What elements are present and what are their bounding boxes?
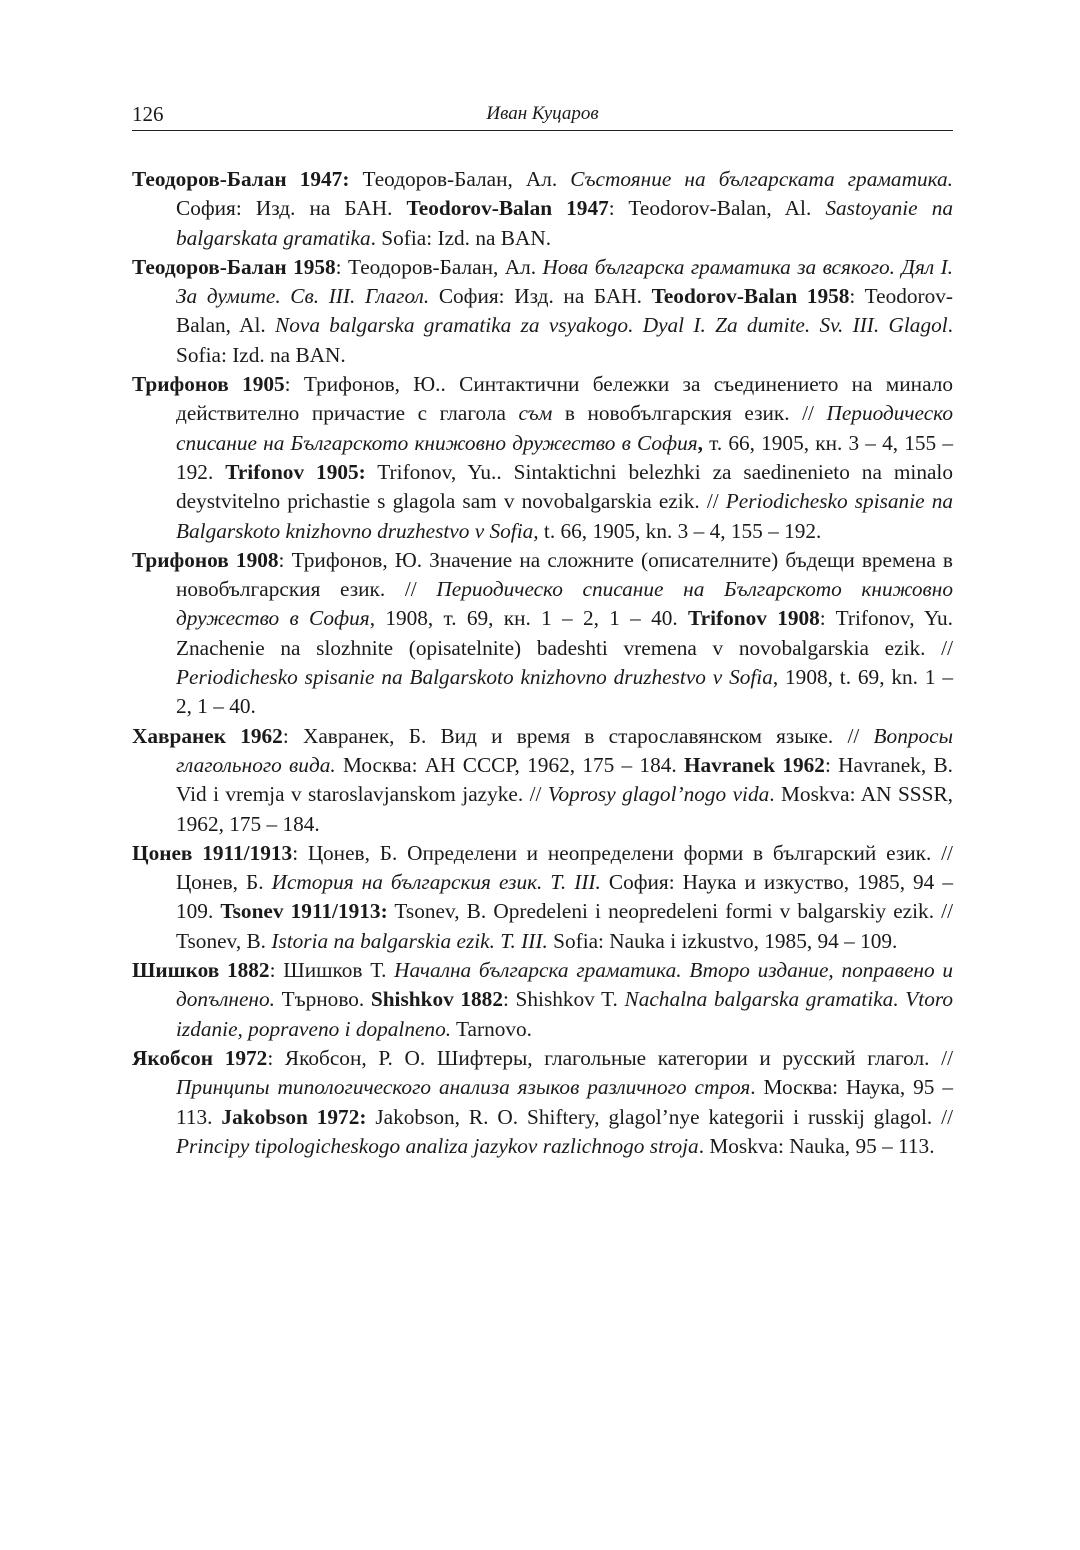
entry-text: София: Наука и изкуство, 1985, 94 – 109. [176,870,953,924]
entry-text: Tarnovo. [451,1016,532,1041]
entry-text: София: Изд. на БАН. [429,284,652,309]
bibliography-entry [132,370,953,546]
entry-text: . Moskva: Nauka, 95 – 113. [698,1133,935,1158]
entry-text: Москва: АН СССР, 1962, 175 – 184. [335,752,684,777]
bibliography-entry [132,253,953,370]
entry-key: Havranek 1962 [683,752,825,777]
entry-text: : Хавранек, Б. Вид и время в старославянском языке. // [282,723,874,748]
entry-title: Sastoyanie na balgarskata gramatika [176,196,953,250]
entry-title: Periodichesko spisanie na Balgarskoto knizhovno druzhestvo v Sofia, [176,489,953,543]
entry-text: Търново. [274,987,371,1012]
entry-title: Istoria na balgarskia ezik. T. III. [271,928,548,953]
bibliography-entry [132,1044,953,1161]
entry-key: Цонев 1911/1913 [132,840,293,865]
entry-text: , 1908, т. 69, кн. 1 – 2, 1 – 40. [369,606,689,631]
page-number: 126 [132,102,164,126]
entry-text: т. 66, 1905, кн. 3 – 4, 155 – 192. [176,430,953,484]
entry-title: Nachalna balgarska gramatika. Vtoro izdanie, popraveno i dopalneno. [176,987,953,1041]
page-header [132,100,953,131]
entry-key: Trifonov 1905: [225,459,366,484]
entry-key: Хавранек 1962 [132,723,283,748]
bibliography-entry [132,546,953,722]
entry-text: в новобългарския език. // [552,401,827,426]
entry-key: Teodorov-Balan 1947 [406,196,609,221]
entry-key: Трифонов 1905 [132,372,285,397]
entry-title: съм [518,401,553,426]
entry-text: : Havranek, B. Vid i vremja v staroslavjanskom jazyke. // [176,752,953,807]
entry-key: Трифонов 1908 [132,547,279,572]
entry-text: София: Изд. на БАН. [176,196,407,221]
running-head-author: Иван Куцаров [486,103,599,124]
entry-key: Теодоров-Балан 1947: [132,167,350,191]
entry-title: История на българския език. Т. III. [271,870,601,895]
entry-text: Теодоров-Балан, Ал. [349,167,571,191]
entry-text: : Якобсон, Р. О. Шифтеры, глагольные категории и русский глагол. // [267,1045,953,1070]
entry-text: : Цонев, Б. Определени и неопределени форми в българский език. // Цонев, Б. [176,840,953,895]
entry-key: Shishkov 1882 [370,987,503,1012]
bibliography-list [132,165,953,1161]
entry-key: Teodorov-Balan 1958 [651,284,850,309]
entry-text: Trifonov, Yu.. Sintaktichni belezhki za saedinenieto na minalo deystvitelno prichastie s glagola sam v novobalgarskia ezik. // [176,459,954,514]
entry-title: Нова българска граматика за всякого. Дял I. За думите. Св. III. Глагол. [176,254,954,309]
entry-text: . Sofia: Izd. na BAN. [176,313,953,367]
entry-text: Sofia: Nauka i izkustvo, 1985, 94 – 109. [547,928,898,953]
entry-title: Вопросы глагольного вида. [176,723,954,777]
entry-text: : Теодоров-Балан, Ал. [335,254,543,279]
entry-text: : Трифонов, Ю.. Синтактични бележки за съединението на минало действително причастие с глагола [176,372,953,426]
entry-title: Nova balgarska gramatika za vsyakogo. Dyal I. Za dumite. Sv. III. Glagol [275,313,948,338]
entry-key: Trifonov 1908 [688,606,820,631]
entry-title: Principy tipologicheskogo analiza jazykov razlichnogo stroja [176,1133,699,1158]
entry-text: : Шишков Т. [269,958,395,983]
entry-text: : Shishkov T. [502,987,625,1012]
entry-text: Jakobson, R. O. Shiftery, glagol’nye kategorii i russkij glagol. // [366,1104,953,1129]
entry-title: Periodichesko spisanie na Balgarskoto knizhovno druzhestvo v Sofia [176,665,773,690]
entry-key: Tsonev 1911/1913: [220,899,388,924]
entry-text: : Teodorov-Balan, Al. [608,196,826,221]
entry-key: , [697,430,703,455]
entry-title: Периодическо списание на Българското книжовно дружество в София [176,577,953,631]
bibliography-entry [132,839,953,956]
entry-key: Якобсон 1972 [132,1045,268,1070]
entry-title: Периодическо списание на Българското книжовно дружество в София [176,401,953,455]
entry-title: Състояние на българската граматика. [570,167,954,191]
entry-title: Voprosy glagol’nogo vida [547,782,770,807]
entry-text: t. 66, 1905, kn. 3 – 4, 155 – 192. [538,518,822,543]
entry-text: : Trifonov, Yu. Znachenie na slozhnite (opisatelnite) badeshti vremena v novobalgarskia ezik. // [176,606,954,660]
entry-text: . Moskva: AN SSSR, 1962, 175 – 184. [176,782,954,836]
entry-text: . Sofia: Izd. na BAN. [370,225,552,250]
entry-text: , 1908, t. 69, kn. 1 – 2, 1 – 40. [176,665,953,719]
entry-text: : Teodorov-Balan, Al. [176,284,953,338]
entry-title: Начална българска граматика. Второ издание, поправено и допълнено. [176,958,953,1012]
entry-key: Jakobson 1972: [221,1104,367,1129]
entry-text: Tsonev, B. Opredeleni i neopredeleni formi v balgarskiy ezik. // Tsonev, B. [176,899,953,953]
entry-key: Теодоров-Балан 1958 [132,254,336,279]
entry-text: : Трифонов, Ю. Значение на сложните (описателните) бъдещи времена в новобългарския език. // [176,547,953,602]
bibliography-entry [132,722,953,839]
entry-text: . Москва: Наука, 95 – 113. [176,1075,954,1129]
entry-title: Принципы типологического анализа языков различного строя [176,1075,751,1100]
bibliography-entry [132,956,953,1044]
bibliography-entry [132,165,953,253]
entry-key: Шишков 1882 [132,958,270,983]
